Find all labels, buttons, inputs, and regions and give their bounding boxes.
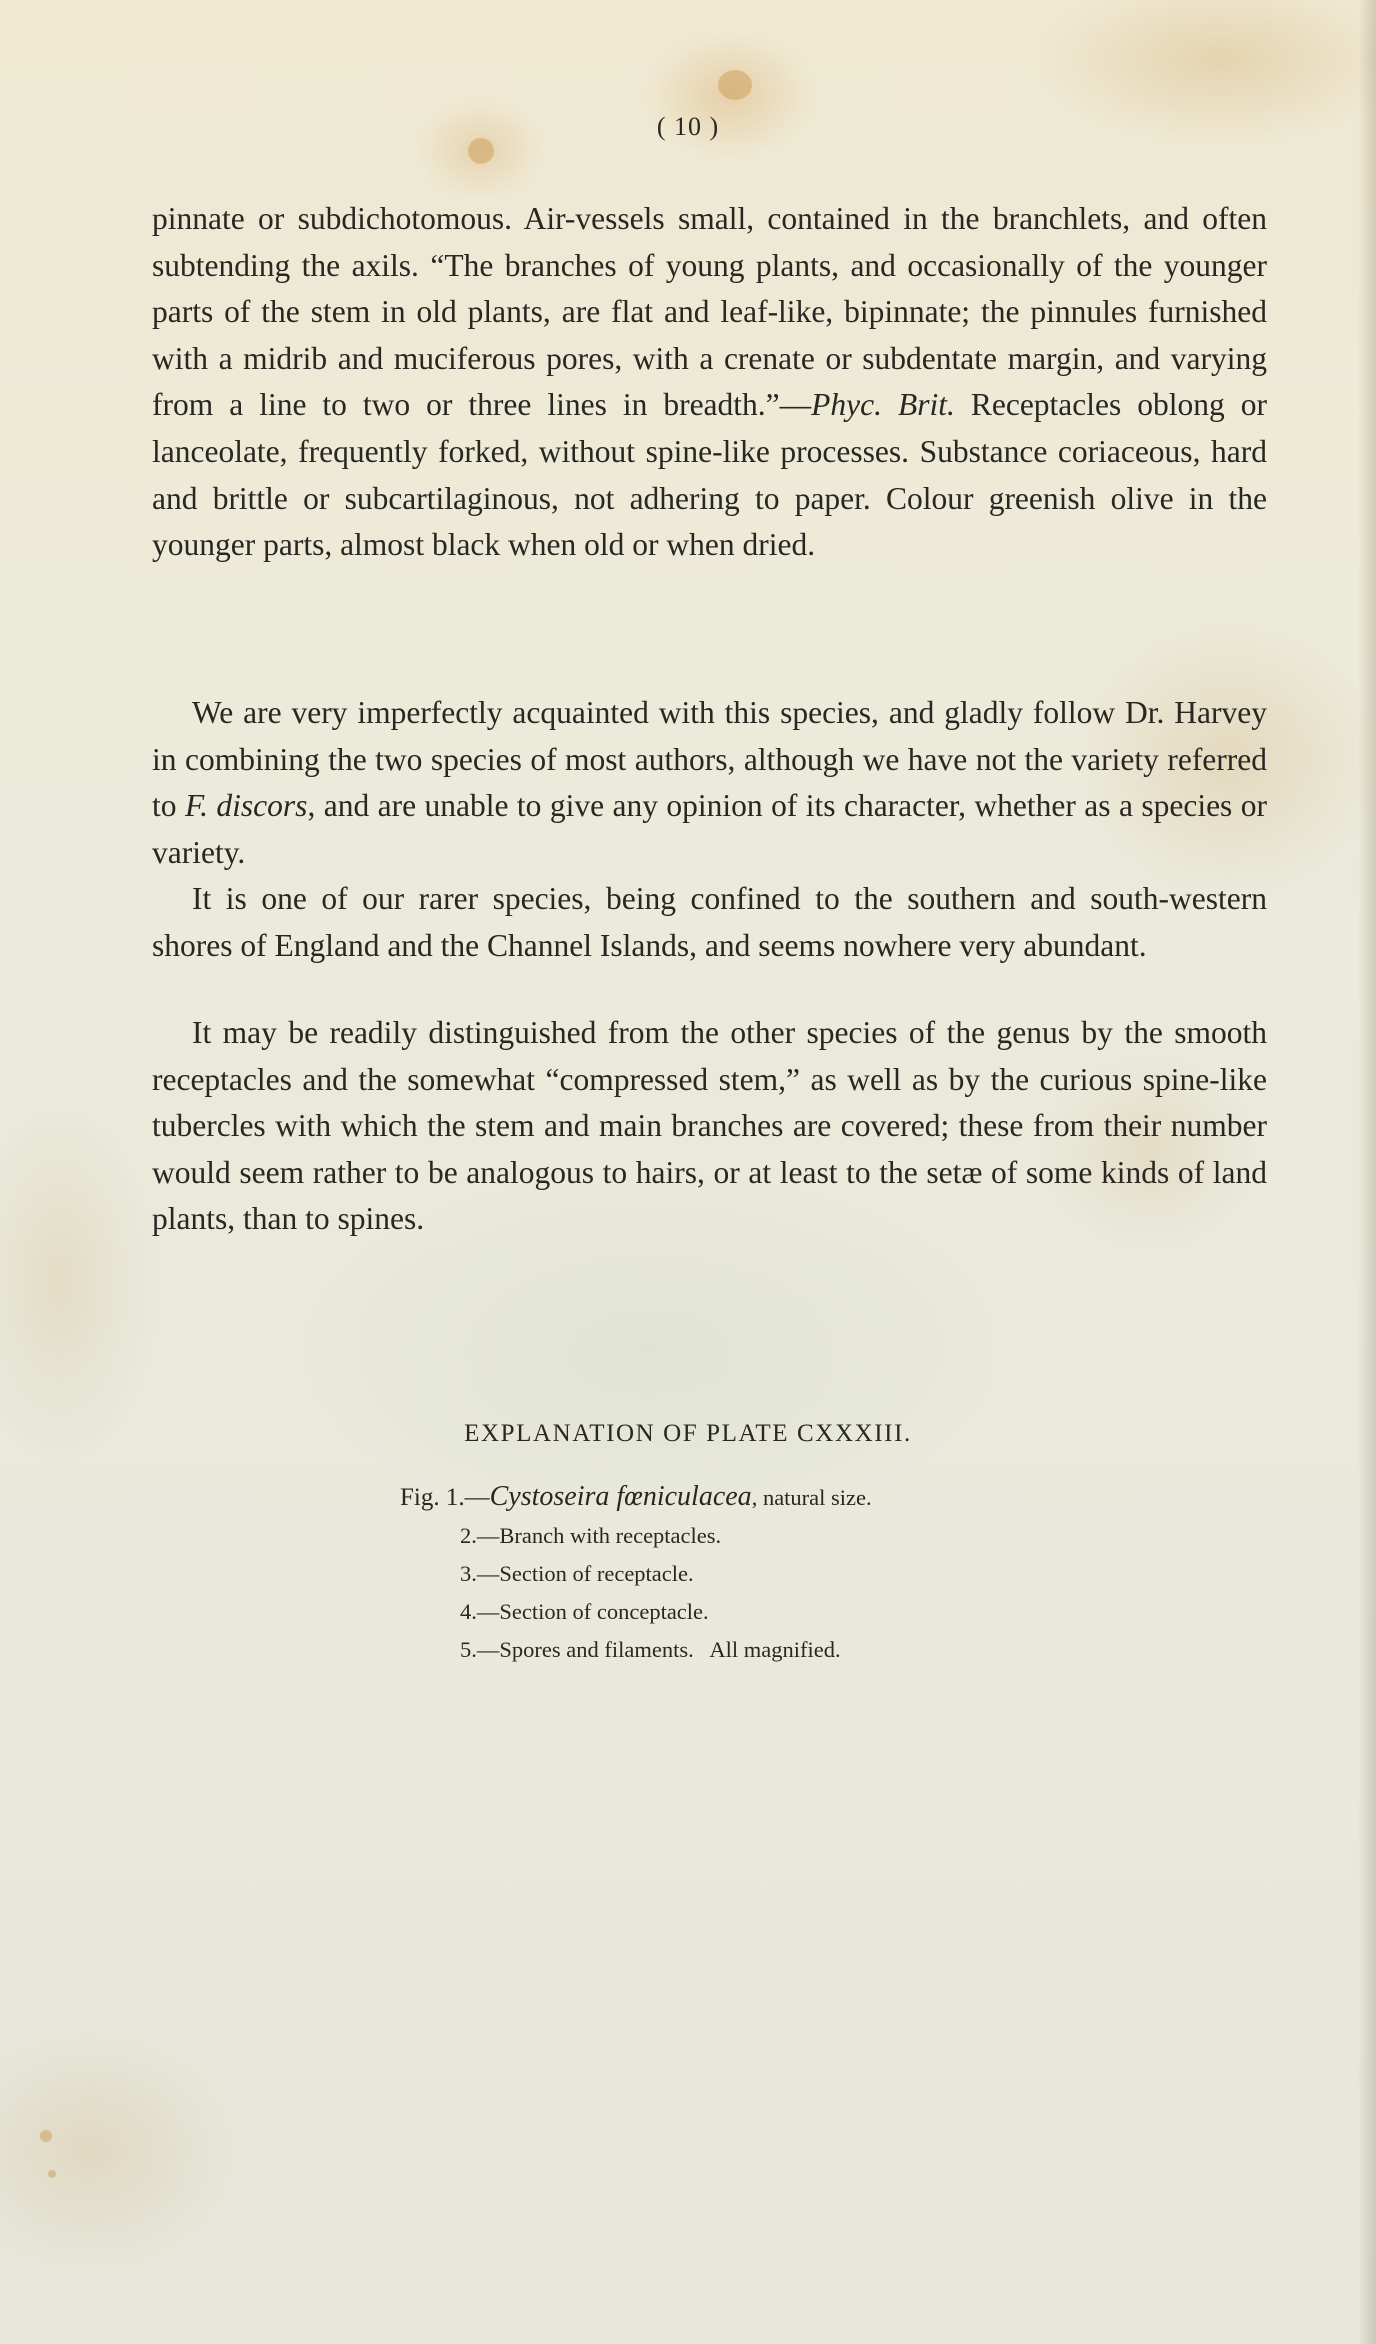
paragraph-text: We are very imperfectly acquainted with this species, and gladly follow Dr. Harvey in combining the two species of most authors, although we have not the variety referred to bbox=[152, 695, 1267, 824]
paragraph-text: It is one of our rarer species, being confined to the southern and south-western shores of England and the Channel Islands, and seems nowhere very abundant. bbox=[152, 881, 1267, 963]
legend-item: 2.—Branch with receptacles. bbox=[460, 1523, 722, 1548]
paragraph-text: , and are unable to give any opinion of its character, whether as a species or variety. bbox=[152, 788, 1267, 870]
legend-text: , natural size. bbox=[751, 1485, 872, 1510]
foxing-spot bbox=[40, 2130, 52, 2142]
page-number: ( 10 ) bbox=[656, 112, 720, 141]
legend-item: 4.—Section of conceptacle. bbox=[460, 1599, 709, 1624]
legend-item bbox=[400, 1478, 872, 1517]
body-paragraph bbox=[152, 690, 1267, 876]
foxing-spot bbox=[48, 2170, 56, 2178]
plate-explanation-heading: EXPLANATION OF PLATE CXXXIII. bbox=[464, 1420, 912, 1447]
paragraph-text: Receptacles oblong or lanceolate, frequently forked, without spine-like processes. Substance coriaceous, hard and brittle or subcartilaginous, not adhering to paper. Colour greenish olive in the younger parts, almost black when old or when dried. bbox=[152, 387, 1267, 563]
paragraph-text: pinnate or subdichotomous. Air-vessels small, contained in the branchlets, and often subtending the axils. “The branches of young plants, and occasionally of the younger parts of the stem in old plants, are flat and leaf-like, bipinnate; the pinnules furnished with a midrib and muciferous pores, with a crenate or subdentate margin, and varying from a line to two or three lines in breadth.”— bbox=[152, 201, 1267, 423]
plate-legend bbox=[400, 1478, 872, 1669]
legend-item: 5.—Spores and filaments. All magnified. bbox=[460, 1637, 841, 1662]
citation-italic: Phyc. Brit. bbox=[811, 387, 955, 423]
species-name-italic: F. discors bbox=[184, 788, 308, 824]
body-paragraph bbox=[152, 196, 1267, 569]
paragraph-text: It may be readily distinguished from the other species of the genus by the smooth receptacles and the somewhat “compressed stem,” as well as by the curious spine-like tubercles with which the stem and main branches are covered; these from their number would seem rather to be analogous to hairs, or at least to the setæ of some kinds of land plants, than to spines. bbox=[152, 1015, 1267, 1237]
body-paragraph bbox=[152, 1010, 1267, 1243]
fig-prefix: Fig. 1.— bbox=[400, 1484, 490, 1511]
body-paragraph bbox=[152, 876, 1267, 969]
species-name-italic: Cystoseira fœniculacea bbox=[489, 1481, 752, 1512]
legend-item: 3.—Section of receptacle. bbox=[460, 1561, 694, 1586]
foxing-spot bbox=[718, 70, 752, 100]
